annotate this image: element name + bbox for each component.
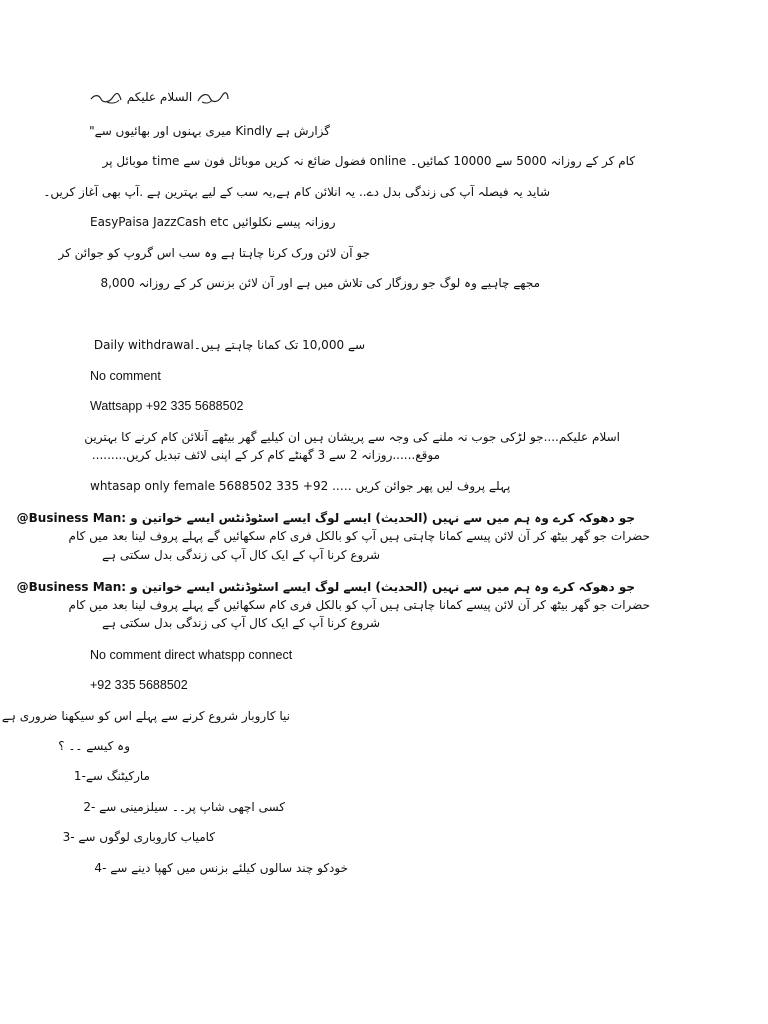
paragraph-15: +92 335 5688502 (90, 678, 188, 692)
paragraph-2: کام کر کے روزانہ 5000 سے 10000 کمائیں۔ online فضول ضائع نہ کریں موبائل فون سے time موبائل پر (102, 154, 635, 168)
paragraph-17: وہ کیسے ۔۔ ؟ (58, 739, 130, 753)
list-item-2: کسی اچھی شاپ پر۔۔ سیلزمینی سے -2 (83, 800, 285, 814)
paragraph-12-line-1: جو دھوکہ کرے وہ ہم میں سے نہیں (الحدیث) ایسے لوگ ایسے اسٹوڈنٹس ایسے خواتین و :Business Man@ (16, 511, 635, 525)
paragraph-10-line-1: اسلام علیکم....جو لڑکی جوب نہ ملنے کی وجہ سے پریشان ہیں ان کیلیے گھر بیٹھے آنلائن کام کرنے کا بہترین (84, 430, 620, 444)
ornament-right-icon (89, 91, 123, 105)
list-item-1: مارکیٹنگ سے-1 (73, 769, 150, 783)
paragraph-1: گزارش ہے Kindly میری بہنوں اور بھائیوں سے" (89, 124, 330, 138)
paragraph-4: EasyPaisa JazzCash etc روزانہ پیسے نکلوائیں (90, 215, 336, 229)
paragraph-13-line-2: حضرات جو گھر بیٹھ کر آن لائن پیسے کمانا چاہتی ہیں آپ کو بالکل فری کام سکھائیں گے پہلے پروف لینا بعد میں کام (68, 598, 650, 612)
list-item-3: کامیاب کاروباری لوگوں سے -3 (62, 830, 215, 844)
greeting-text: السلام علیکم (126, 90, 193, 104)
paragraph-6: مجھے چاہیے وہ لوگ جو روزگار کی تلاش میں ہے اور آن لائن بزنس کر کے روزانہ 8,000 (100, 276, 540, 290)
paragraph-13-line-1: جو دھوکہ کرے وہ ہم میں سے نہیں (الحدیث) ایسے لوگ ایسے اسٹوڈنٹس ایسے خواتین و :Business Man@ (16, 580, 635, 594)
greeting-line (90, 88, 230, 106)
paragraph-8: No comment (90, 369, 161, 383)
paragraph-7: سے 10,000 تک کمانا چاہتے ہیں۔Daily withdrawal (93, 338, 365, 352)
ornament-left-icon (196, 91, 230, 105)
paragraph-3: شاید یہ فیصلہ آپ کی زندگی بدل دے.. یہ انلائن کام ہے,یہ سب کے لیے بہترین ہے .آپ بھی آغاز کریں۔ (43, 185, 550, 199)
paragraph-13-line-3: شروع کرنا آپ کے ایک کال آپ کی زندگی بدل سکتی ہے (101, 616, 380, 630)
paragraph-5: جو آن لائن ورک کرنا چاہتا ہے وہ سب اس گروپ کو جوائن کر (58, 246, 370, 260)
paragraph-11: whtasap only female پہلے پروف لیں پھر جوائن کریں ….. 92+ 335 5688502 (90, 479, 511, 493)
list-item-4: خودکو چند سالوں کیلئے بزنس میں کھپا دینے سے -4 (94, 861, 348, 875)
paragraph-12-line-3: شروع کرنا آپ کے ایک کال آپ کی زندگی بدل سکتی ہے (101, 548, 380, 562)
paragraph-16: نیا کاروبار شروع کرنے سے پہلے اس کو سیکھنا ضروری ہے (1, 709, 290, 723)
paragraph-10-line-2: موقع......روزانہ 2 سے 3 گھنٹے کام کر کے اپنی لائف تبدیل کریں......... (91, 448, 440, 462)
paragraph-14: No comment direct whatspp connect (90, 648, 293, 662)
paragraph-12-line-2: حضرات جو گھر بیٹھ کر آن لائن پیسے کمانا چاہتی ہیں آپ کو بالکل فری کام سکھائیں گے پہلے پروف لینا بعد میں کام (68, 529, 650, 543)
paragraph-9: Wattsapp +92 335 5688502 (90, 399, 244, 413)
